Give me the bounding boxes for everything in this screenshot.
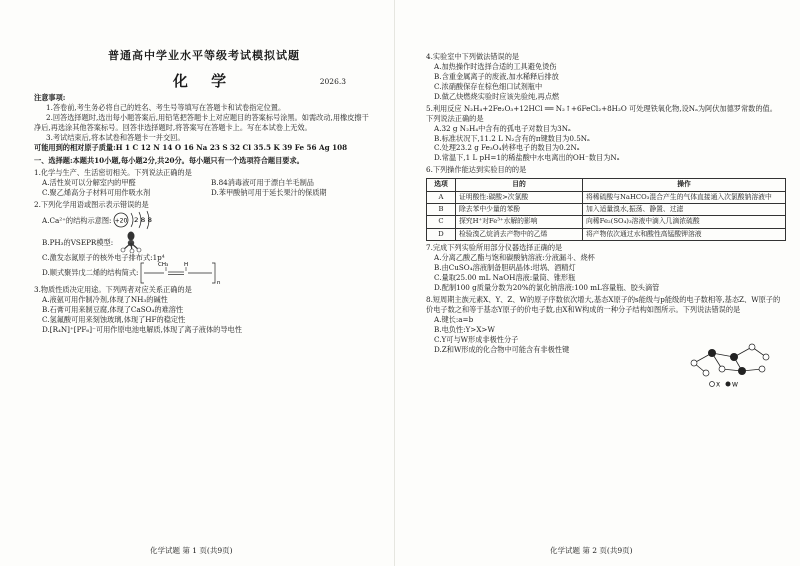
legend-w-label: W bbox=[732, 381, 738, 389]
q1-stem: 1.化学与生产、生活密切相关。下列说法正确的是 bbox=[34, 167, 192, 177]
notice-heading: 注意事项: bbox=[34, 93, 66, 103]
n-subscript: n bbox=[217, 280, 221, 286]
q2-option-d-text: D.顺式聚异戊二烯的结构简式: bbox=[42, 268, 139, 278]
table-row bbox=[427, 204, 786, 216]
cis-polyisoprene-structure bbox=[138, 261, 228, 285]
q7-option-c: C.量取25.00 mL NaOH溶液:量筒、锥形瓶 bbox=[434, 272, 576, 282]
ca-nucleus-label: +20 bbox=[115, 217, 128, 225]
atomic-mass-line: 可能用到的相对原子质量:H 1 C 12 N 14 O 16 Na 23 S 32 Cl 35.5 K 39 Fe 56 Ag 108 bbox=[34, 142, 348, 152]
ca-shell-electrons: 2 8 8 bbox=[134, 217, 153, 225]
q3-option-a: A.液氨可用作制冷剂,体现了NH₃的碱性 bbox=[42, 295, 168, 305]
table-cell: 检验溴乙烷消去产物中的乙烯 bbox=[456, 228, 583, 240]
q5-stem: 5.利用反应 N₂H₄+2Fe₂O₃+12HCl ══ N₂↑+6FeCl₂+8H₂O 可处理铁氧化物,设Nₐ为阿伏加德罗常数的值。下列说法正确的是 bbox=[426, 103, 777, 123]
table-cell: 向稀Fe₂(SO₄)₃溶液中滴入几滴浓硫酸 bbox=[583, 216, 786, 228]
q2-option-c: C.激发态氮原子的核外电子排布式:1p⁴ bbox=[42, 253, 165, 263]
q2-option-d bbox=[34, 262, 374, 286]
q5-option-c: C.处理23.2 g Fe₃O₄转移电子的数目为0.2Nₐ bbox=[434, 143, 580, 153]
page-2-footer: 化学试题 第 2 页(共9页) bbox=[550, 545, 633, 555]
table-cell: 探究H⁺对Fe³⁺水解的影响 bbox=[456, 216, 583, 228]
table-cell: 证明酸性:碳酸>次氯酸 bbox=[456, 191, 583, 203]
q1-option-b: B.84消毒液可用于漂白羊毛制品 bbox=[211, 177, 314, 187]
table-cell: C bbox=[427, 216, 456, 228]
q8-option-d: D.Z和W形成的化合物中可能含有非极性键 bbox=[434, 344, 570, 354]
exam-date: 2026.3 bbox=[319, 77, 346, 87]
table-cell: A bbox=[427, 191, 456, 203]
q4-option-d: D.做乙炔燃烧实验时应该先验纯,再点燃 bbox=[434, 91, 560, 101]
page-divider bbox=[394, 0, 395, 566]
legend-x-label: X bbox=[716, 381, 721, 389]
q6-table bbox=[426, 178, 786, 241]
subject-row bbox=[34, 71, 374, 93]
q3-option-b: B.石膏可用来制豆腐,体现了CaSO₄的难溶性 bbox=[42, 305, 184, 315]
exam-title: 普通高中学业水平等级考试模拟试题 bbox=[108, 49, 300, 62]
q6-header-purpose: 目的 bbox=[456, 179, 583, 191]
q1-option-d: D.苯甲酸钠可用于延长果汁的保质期 bbox=[211, 187, 327, 197]
q3-stem: 3.物质性质决定用途。下列两者对应关系正确的是 bbox=[34, 285, 192, 295]
q7-option-b: B.由CuSO₄溶液制备胆矾晶体:坩埚、酒精灯 bbox=[434, 263, 576, 272]
q2-option-b bbox=[34, 231, 374, 253]
xw-molecule-diagram bbox=[682, 335, 778, 389]
q1-option-a: A.活性炭可以分解室内的甲醛 bbox=[42, 177, 136, 187]
q5-option-a: A.32 g N₂H₄中含有的孤电子对数目为3Nₐ bbox=[434, 123, 571, 133]
q5-option-b: B.标准状况下,11.2 L N₂含有的π键数目为0.5Nₐ bbox=[434, 133, 590, 143]
notice-3: 3.考试结束后,将本试卷和答题卡一并交回。 bbox=[46, 132, 185, 142]
q8-block bbox=[426, 294, 784, 389]
q7-option-a: A.分离乙酸乙酯与饱和碳酸钠溶液:分液漏斗、烧杯 bbox=[434, 253, 595, 263]
table-cell: 将产物依次通过水和酸性高锰酸钾溶液 bbox=[583, 228, 786, 240]
q7-stem: 7.完成下列实验所用部分仪器选择正确的是 bbox=[426, 243, 563, 253]
q6-table-header bbox=[427, 179, 786, 191]
q4-option-c: C.浓硝酸保存在棕色细口试剂瓶中 bbox=[434, 81, 543, 91]
table-cell: 将稀硫酸与NaHCO₃混合产生的气体直接通入次氯酸钠溶液中 bbox=[583, 191, 786, 203]
q4-option-a: A.加热操作时选择合适的工具避免烫伤 bbox=[434, 61, 557, 71]
subject-title: 化 学 bbox=[172, 72, 236, 91]
q4-option-b: B.含重金属离子的废液,加水稀释后排放 bbox=[434, 71, 559, 81]
table-cell: B bbox=[427, 204, 456, 216]
ca-ion-structure-diagram bbox=[111, 209, 171, 231]
table-cell: 除去苯中少量的苯酚 bbox=[456, 204, 583, 216]
page-2 bbox=[400, 0, 800, 566]
q1-option-c: C.聚乙烯高分子材料可用作吸水剂 bbox=[42, 187, 151, 197]
table-cell: D bbox=[427, 228, 456, 240]
notice-2: 2.回答选择题时,选出每小题答案后,用铅笔把答题卡上对应题目的答案标号涂黑。如需改动,用橡皮擦干净后,再选涂其他答案标号。回答非选择题时,将答案写在答题卡上。写在本试卷上无效。 bbox=[34, 113, 369, 132]
q2-option-b-text: B.PH₃的VSEPR模型: bbox=[42, 237, 114, 247]
table-cell: 加入适量溴水,振荡、静置、过滤 bbox=[583, 204, 786, 216]
table-row bbox=[427, 228, 786, 240]
q3-option-d: D.[R₄N]⁺[PF₆]⁻可用作原电池电解质,体现了离子液体的导电性 bbox=[42, 325, 242, 335]
section-heading: 一、选择题:本题共10小题,每小题2分,共20分。每小题只有一个选项符合题目要求。 bbox=[34, 155, 304, 165]
q6-header-operation: 操作 bbox=[583, 179, 786, 191]
q8-option-c: C.Y可与W形成非极性分子 bbox=[434, 334, 519, 344]
q6-stem: 6.下列操作能达到实验目的的是 bbox=[426, 165, 527, 175]
table-row bbox=[427, 216, 786, 228]
page-1-footer: 化学试题 第 1 页(共9页) bbox=[150, 545, 233, 555]
q2-option-a bbox=[34, 209, 374, 231]
q6-header-option: 选项 bbox=[427, 179, 456, 191]
q2-stem: 2.下列化学用语或图示表示错误的是 bbox=[34, 199, 149, 209]
ch3-label: CH₃ bbox=[158, 262, 169, 269]
q8-option-b: B.电负性:Y>X>W bbox=[434, 324, 495, 334]
q1-options bbox=[34, 178, 374, 198]
notice-1: 1.答卷前,考生务必将自己的姓名、考生号等填写在答题卡和试卷指定位置。 bbox=[46, 103, 286, 113]
h-label: H bbox=[184, 262, 189, 269]
q8-option-a: A.键长:a=b bbox=[434, 314, 474, 324]
q8-stem: 8.短周期主族元素X、Y、Z、W的原子序数依次增大,基态X原子的s能级与p能级的电子数相等,基态Z、W原子的价电子数之和等于基态Y原子的价电子数,由X和W构成的一种分子结构如图所示。下列说法错误的是 bbox=[426, 294, 781, 314]
q4-stem: 4.实验室中下列做法错误的是 bbox=[426, 52, 520, 61]
q5-option-d: D.常温下,1 L pH=1的稀盐酸中水电离出的OH⁻数目为Nₐ bbox=[434, 153, 620, 163]
ph3-vsepr-model bbox=[113, 231, 153, 253]
q3-option-c: C.氢氟酸可用来刻蚀玻璃,体现了HF的稳定性 bbox=[42, 315, 186, 325]
q7-option-d: D.配制100 g质量分数为20%的氯化钠溶液:100 mL容量瓶、胶头滴管 bbox=[434, 282, 660, 292]
q2-option-a-text: A.Ca²⁺的结构示意图: bbox=[42, 215, 112, 225]
table-row bbox=[427, 191, 786, 203]
page-1 bbox=[0, 0, 388, 566]
